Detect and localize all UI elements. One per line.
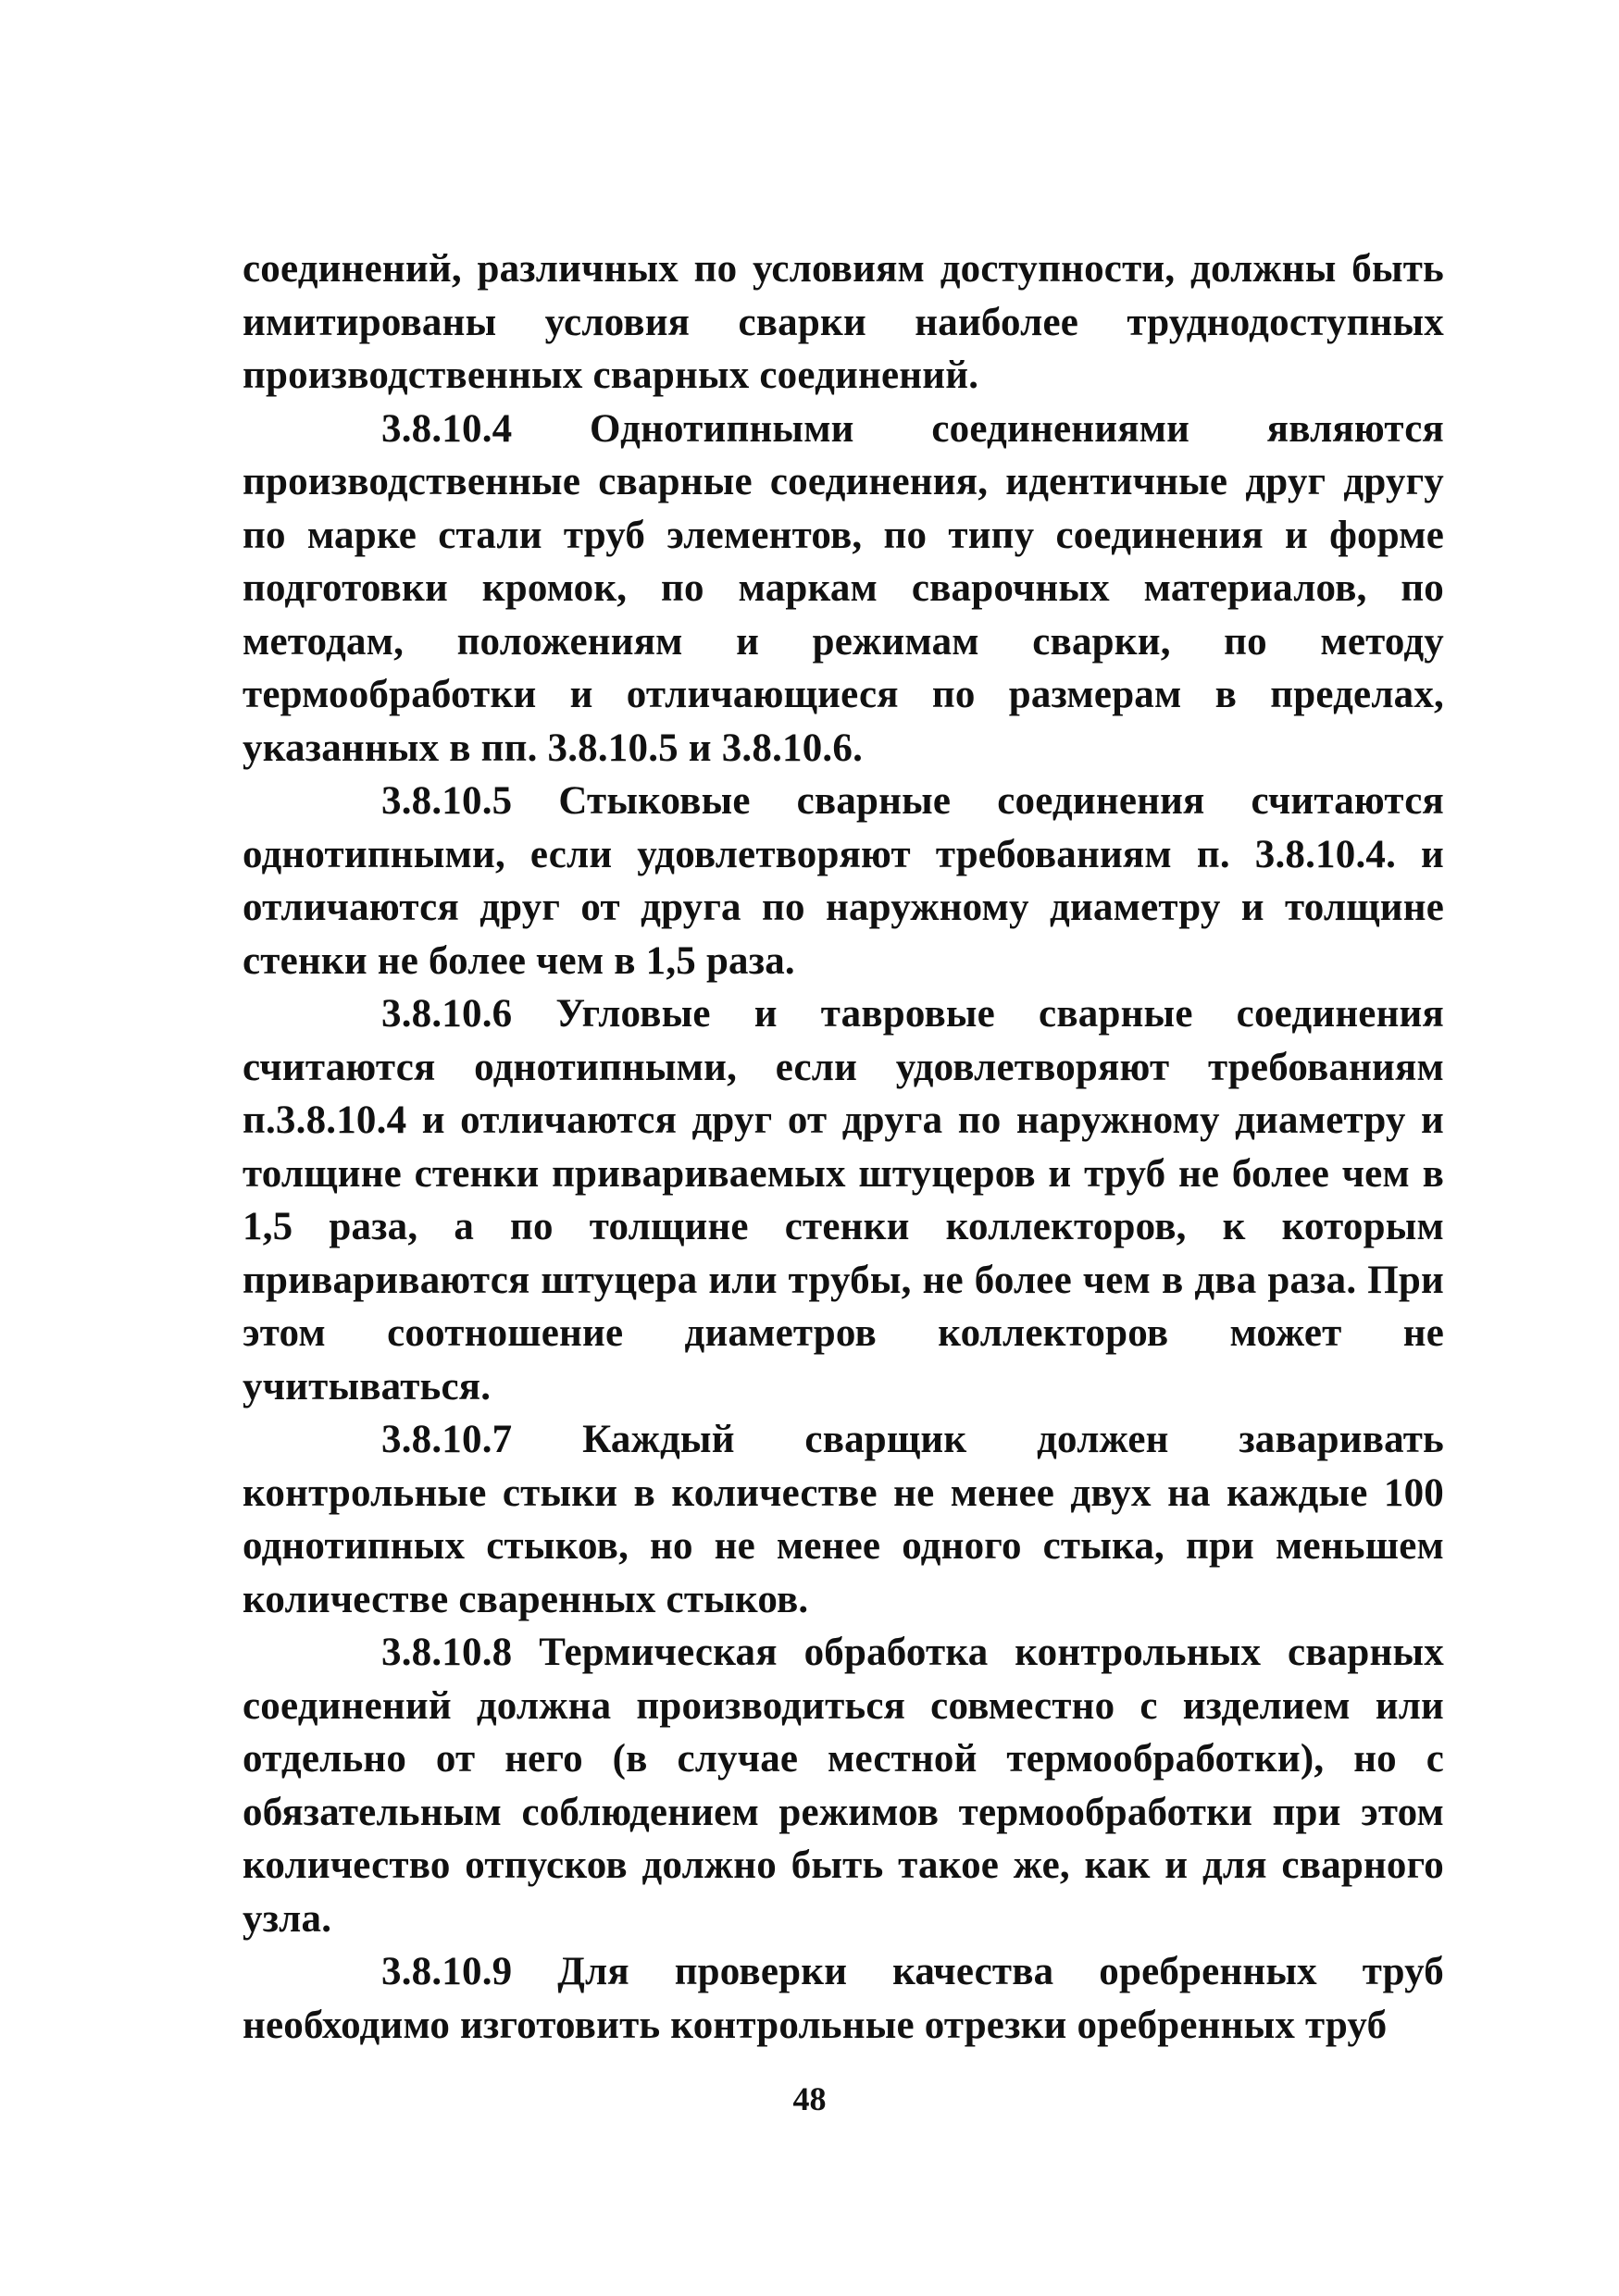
paragraph-3-8-10-9: 3.8.10.9 Для проверки качества оребренных труб необходимо изготовить контрольные отрезки оребренных труб: [243, 1950, 1444, 2047]
paragraph-3-8-10-6: 3.8.10.6 Угловые и тавровые сварные соединения считаются однотипными, если удовлетворяют требованиям п.3.8.10.4 и отличаются друг от друга по наружному диаметру и толщине стенки привариваемых штуцеров и труб не более чем в 1,5 раза, а по толщине стенки коллекторов, к которым привариваются штуцера или трубы, не более чем в два раза. При этом соотношение диаметров коллекторов может не учитываться.: [243, 992, 1444, 1409]
paragraph-3-8-10-5: 3.8.10.5 Стыковые сварные соединения считаются однотипными, если удовлетворяют требованиям п. 3.8.10.4. и отличаются друг от друга по наружному диаметру и толщине стенки не более чем в 1,5 раза.: [243, 779, 1444, 983]
paragraph-3-8-10-7: 3.8.10.7 Каждый сварщик должен заваривать контрольные стыки в количестве не менее двух на каждые 100 однотипных стыков, но не менее одного стыка, при меньшем количестве сваренных стыков.: [243, 1418, 1444, 1621]
paragraph-3-8-10-4: 3.8.10.4 Однотипными соединениями являются производственные сварные соединения, идентичные друг другу по марке стали труб элементов, по типу соединения и форме подготовки кромок, по маркам сварочных материалов, по методам, положениям и режимам сварки, по методу термообработки и отличающиеся по размерам в пределах, указанных в пп. 3.8.10.5 и 3.8.10.6.: [243, 406, 1444, 770]
paragraph-3-8-10-8: 3.8.10.8 Термическая обработка контрольных сварных соединений должна производиться совместно с изделием или отдельно от него (в случае местной термообработки), но с обязательным соблюдением режимов термообработки при этом количество отпусков должно быть такое же, как и для сварного узла.: [243, 1631, 1444, 1941]
document-page-body: [243, 242, 1444, 2052]
paragraph-continuation: соединений, различных по условиям доступности, должны быть имитированы условия сварки наиболее труднодоступных производственных сварных соединений.: [243, 247, 1444, 397]
page-number: 48: [792, 2080, 827, 2117]
